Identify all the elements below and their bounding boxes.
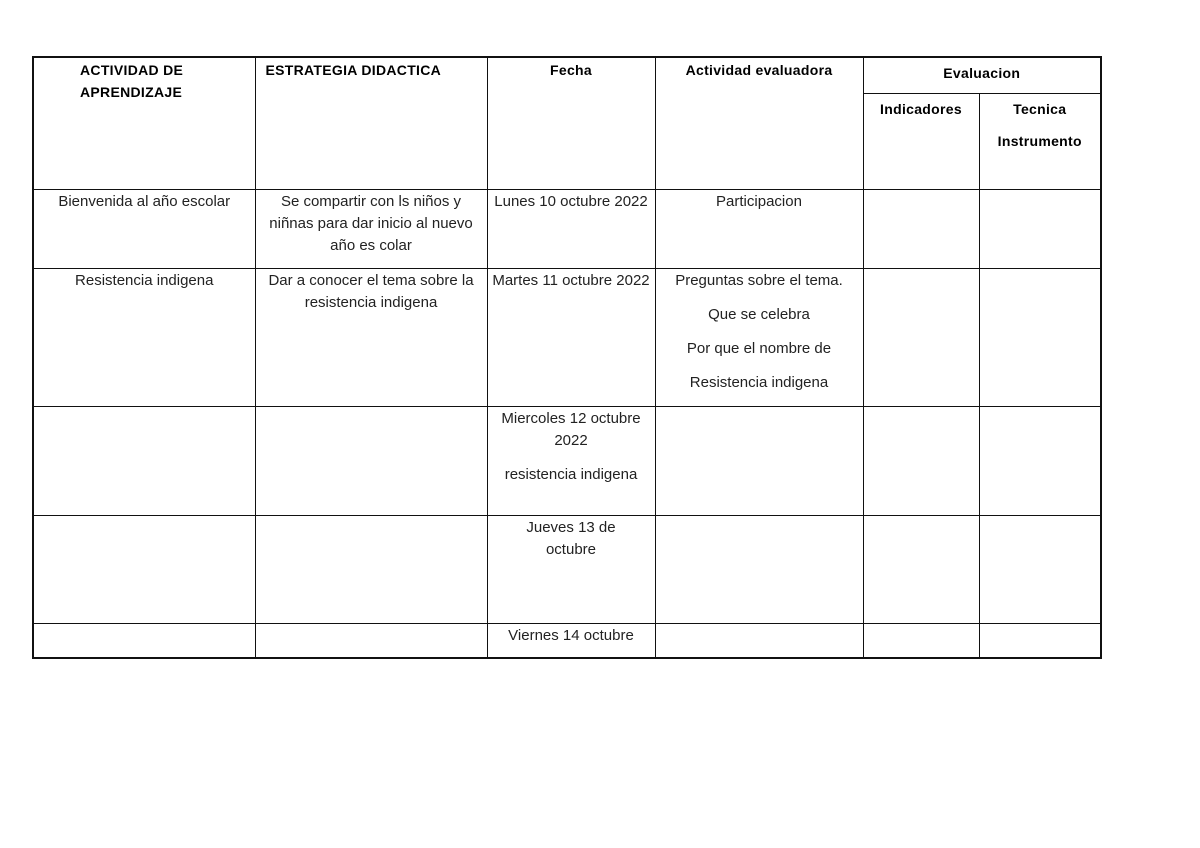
fecha-line: Miercoles 12 octubre 2022 (501, 409, 641, 449)
header-fecha: Fecha (487, 57, 655, 189)
cell-estrategia: Se compartir con ls niños y niñnas para dar inicio al nuevo año es colar (255, 189, 487, 268)
cell-indicadores (863, 268, 979, 406)
table-row (33, 189, 1101, 268)
cell-fecha (487, 406, 655, 515)
cell-evaluadora (655, 515, 863, 623)
table-row (33, 406, 1101, 515)
evaluadora-line: Por que el nombre de (686, 339, 832, 357)
cell-indicadores (863, 189, 979, 268)
header-evaluacion: Evaluacion (863, 57, 1101, 93)
header-tecnica: Tecnica (1013, 100, 1067, 117)
cell-tecnica (979, 406, 1101, 515)
evaluadora-line: Participacion (716, 192, 802, 210)
cell-evaluadora (655, 406, 863, 515)
header-estrategia-didactica: ESTRATEGIA DIDACTICA (255, 57, 487, 189)
cell-fecha: Viernes 14 octubre (487, 623, 655, 658)
fecha-line: resistencia indigena (504, 465, 638, 483)
cell-fecha: Lunes 10 octubre 2022 (487, 189, 655, 268)
cell-fecha: Jueves 13 de octubre (487, 515, 655, 623)
table-row (33, 515, 1101, 623)
header-actividad-evaluadora: Actividad evaluadora (655, 57, 863, 189)
cell-fecha: Martes 11 octubre 2022 (487, 268, 655, 406)
table-row (33, 268, 1101, 406)
cell-indicadores (863, 623, 979, 658)
table-row (33, 623, 1101, 658)
cell-actividad (33, 623, 255, 658)
cell-evaluadora (655, 268, 863, 406)
planning-table (32, 56, 1102, 659)
cell-estrategia: Dar a conocer el tema sobre la resistencia indigena (255, 268, 487, 406)
header-indicadores: Indicadores (863, 93, 979, 189)
cell-actividad (33, 515, 255, 623)
cell-tecnica (979, 623, 1101, 658)
cell-indicadores (863, 515, 979, 623)
header-actividad-aprendizaje: ACTIVIDAD DE APRENDIZAJE (33, 57, 255, 189)
evaluadora-line: Resistencia indigena (689, 373, 829, 391)
cell-estrategia (255, 623, 487, 658)
cell-indicadores (863, 406, 979, 515)
header-tecnica-instrumento (979, 93, 1101, 189)
cell-estrategia (255, 406, 487, 515)
cell-tecnica (979, 515, 1101, 623)
cell-tecnica (979, 189, 1101, 268)
header-instrumento: Instrumento (997, 132, 1082, 149)
evaluadora-line: Que se celebra (708, 305, 810, 323)
cell-actividad: Resistencia indigena (33, 268, 255, 406)
evaluadora-line: Preguntas sobre el tema. (675, 271, 843, 289)
cell-evaluadora (655, 189, 863, 268)
cell-evaluadora (655, 623, 863, 658)
cell-actividad (33, 406, 255, 515)
cell-estrategia (255, 515, 487, 623)
cell-actividad: Bienvenida al año escolar (33, 189, 255, 268)
cell-tecnica (979, 268, 1101, 406)
